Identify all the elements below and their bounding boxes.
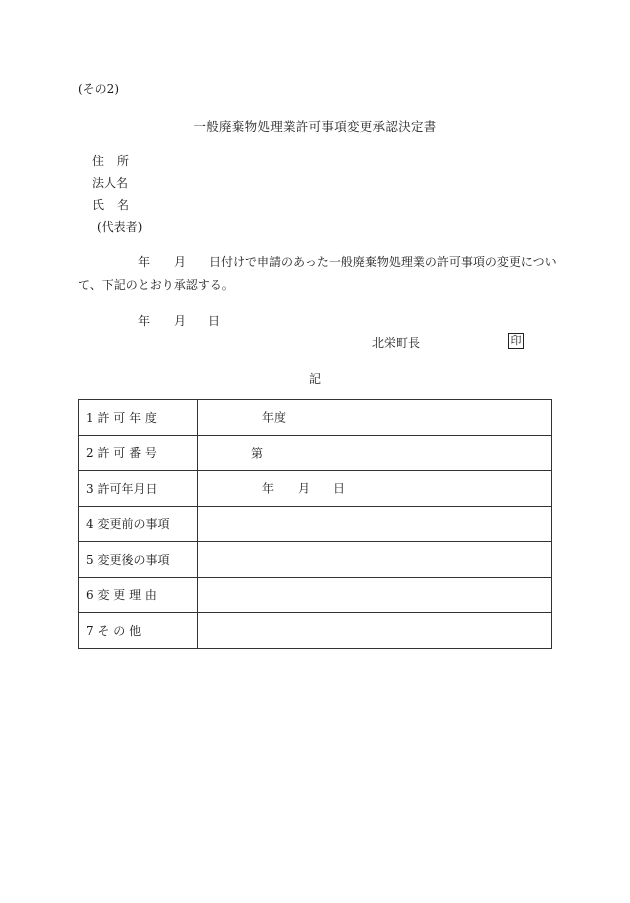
permit-date-month: 月 <box>298 481 311 496</box>
row-value-other <box>198 613 552 649</box>
row-label-after-change: 5 変更後の事項 <box>79 542 198 578</box>
table-row <box>79 435 552 471</box>
row-value-before-change <box>198 506 552 542</box>
row-value-change-reason <box>198 577 552 613</box>
application-month-label: 月 <box>174 255 187 269</box>
table-row <box>79 400 552 436</box>
corporation-name-label: 法人名 <box>92 176 129 190</box>
table-row <box>79 577 552 613</box>
issue-year-label: 年 <box>138 314 151 328</box>
body-text-line-2: て、下記のとおり承認する。 <box>78 278 234 292</box>
application-year-label: 年 <box>138 255 151 269</box>
row-value-permit-fiscal-year <box>198 400 552 436</box>
table-row <box>79 471 552 507</box>
fiscal-year-text: 年度 <box>262 410 287 425</box>
row-value-permit-date <box>198 471 552 507</box>
permit-date-year: 年 <box>262 481 275 496</box>
row-value-after-change <box>198 542 552 578</box>
row-label-permit-number: 2 許 可 番 号 <box>79 435 198 471</box>
address-label: 住所 <box>92 154 143 168</box>
row-label-before-change: 4 変更前の事項 <box>79 506 198 542</box>
seal-mark: 印 <box>508 333 524 349</box>
permit-date-day: 日 <box>333 481 346 496</box>
row-label-permit-fiscal-year: 1 許 可 年 度 <box>79 400 198 436</box>
issuer-name: 北栄町長 <box>372 336 421 350</box>
document-title: 一般廃棄物処理業許可事項変更承認決定書 <box>193 119 437 134</box>
table-row <box>79 542 552 578</box>
ki-heading: 記 <box>308 372 321 386</box>
row-label-other: 7 そ の 他 <box>79 613 198 649</box>
name-label: 氏名 <box>92 198 143 212</box>
representative-label: (代表者) <box>97 220 143 234</box>
permit-number-prefix: 第 <box>251 446 264 461</box>
table-row <box>79 613 552 649</box>
row-label-permit-date: 3 許可年月日 <box>79 471 198 507</box>
table-row <box>79 506 552 542</box>
row-label-change-reason: 6 変 更 理 由 <box>79 577 198 613</box>
issue-month-label: 月 <box>174 314 187 328</box>
issue-day-label: 日 <box>208 314 221 328</box>
items-table <box>78 399 552 649</box>
form-number: (その2) <box>78 82 119 96</box>
body-text-line-1-rest: 日付けで申請のあった一般廃棄物処理業の許可事項の変更につい <box>209 255 557 269</box>
row-value-permit-number <box>198 435 552 471</box>
